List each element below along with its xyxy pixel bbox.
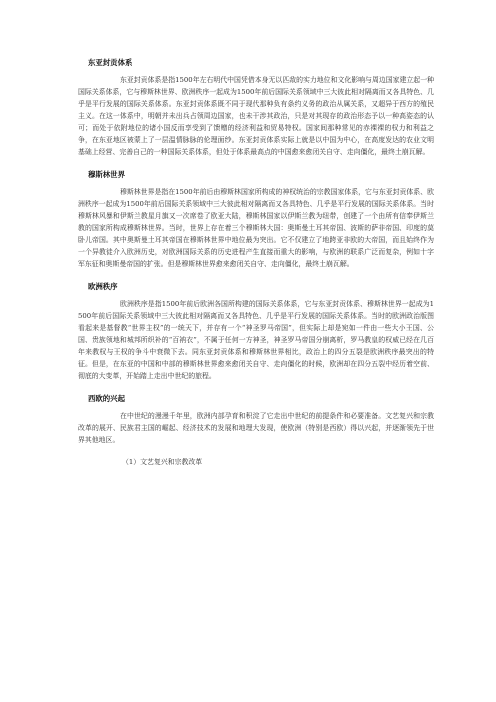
section-heading: 西欧的兴起 — [88, 394, 125, 403]
section-east-asia-tributary — [78, 58, 434, 158]
section-paragraph: 欧洲秩序是指1500年前后欧洲各国所构建的国际关系体系，它与东亚封贡体系、穆斯林世界一起成为1500年前后国际关系领域中三大彼此相对隔离而又各具特色、几乎是平行发展的国际关系体系。当时的欧洲政治版图看起来是基督教“世界主权”的一统天下，并存有一个“神圣罗马帝国”，但实际上却是宛如一件由一些大小王国、公国、贵族领地和城邦所织补的“百衲衣”，不属于任何一方神圣，神圣罗马帝国分崩离析，罗马教皇的权威已经在几百年来教权与王权的争斗中衰微下去。同东亚封贡体系和穆斯林世界相比，政治上的四分五裂是欧洲秩序最突出的特征。但是，在东亚的中国和中部的穆斯林世界愈来愈闭关自守、走向僵化的时候，欧洲却在四分五裂中经历着空前、彻底的大变革，开始踏上走出中世纪的旅程。 — [78, 300, 434, 380]
section-paragraph: 东亚封贡体系是指1500年左右明代中国凭借本身无以匹敌的实力地位和文化影响与周边国家建立起一种国际关系体系，它与穆斯林世界、欧洲秩序一起成为1500年前后国际关系领域中三大彼此相对隔离而又各具特色、几乎是平行发展的国际关系体系。东亚封贡体系既不同于现代那种负有条约义务的政治从属关系，又超异于西方的殖民主义。在这一体系中，明朝并未出兵占领周边国家，也未干涉其政治，只是对其现存的政治形态予以一种高姿态的认可；而处于依附地位的诸小国反而享受到了馈赠的经济利益和贸易特权。国家间那种常见的赤裸裸的权力和利益之争，在东亚地区被蒙上了一层温情脉脉的伦理面纱。东亚封贡体系实际上就是以中国为中心，在高度发达的农业文明基础上经营、完善自己的一种国际关系体系，但处于体系最高点的中国愈来愈闭关自守、走向僵化，最终土崩瓦解。 — [78, 76, 434, 156]
section-european-order — [78, 282, 434, 382]
section-heading: 东亚封贡体系 — [88, 58, 133, 67]
section-heading: 穆斯林世界 — [88, 170, 125, 179]
section-muslim-world — [78, 170, 434, 270]
section-paragraph: 在中世纪的漫漫千年里，欧洲内部孕育和积淀了它走出中世纪的前提条件和必要准备。文艺复兴和宗教改革的展开、民族君主国的崛起、经济技术的发展和地理大发现，使欧洲（特别是西欧）得以兴起，并逐渐领先于世界其他地区。 — [78, 412, 434, 444]
section-heading: 欧洲秩序 — [88, 282, 118, 291]
section-rise-of-western-europe — [78, 394, 434, 468]
section-paragraph: 穆斯林世界是指在1500年前后由穆斯林国家所构成的神权统治的宗教国家体系，它与东亚封贡体系、欧洲秩序一起成为1500年前后国际关系领域中三大彼此相对隔离而又各具特色、几乎是平行发展的国际关系体系。当时穆斯林风暴和伊斯兰教星月旗又一次席卷了欧亚大陆，穆斯林国家以伊斯兰教为纽带，创建了一个由所有信奉伊斯兰教的国家所构成穆斯林世界。当时，世界上存在着三个穆斯林大国：奥斯曼土耳其帝国、波斯的萨非帝国、印度的莫卧儿帝国。其中奥斯曼土耳其帝国在穆斯林世界中地位最为突出。它不仅建立了地跨亚非欧的大帝国，而且始终作为一个异教徒介入欧洲历史，对欧洲国际关系的历史进程产生直接而重大的影响，与欧洲的联系广泛而复杂，例如十字军东征和奥斯曼帝国的扩张。但是穆斯林世界愈来愈闭关自守、走向僵化，最终土崩瓦解。 — [78, 188, 434, 268]
subsection-heading: （1）文艺复兴和宗教改革 — [122, 458, 203, 466]
